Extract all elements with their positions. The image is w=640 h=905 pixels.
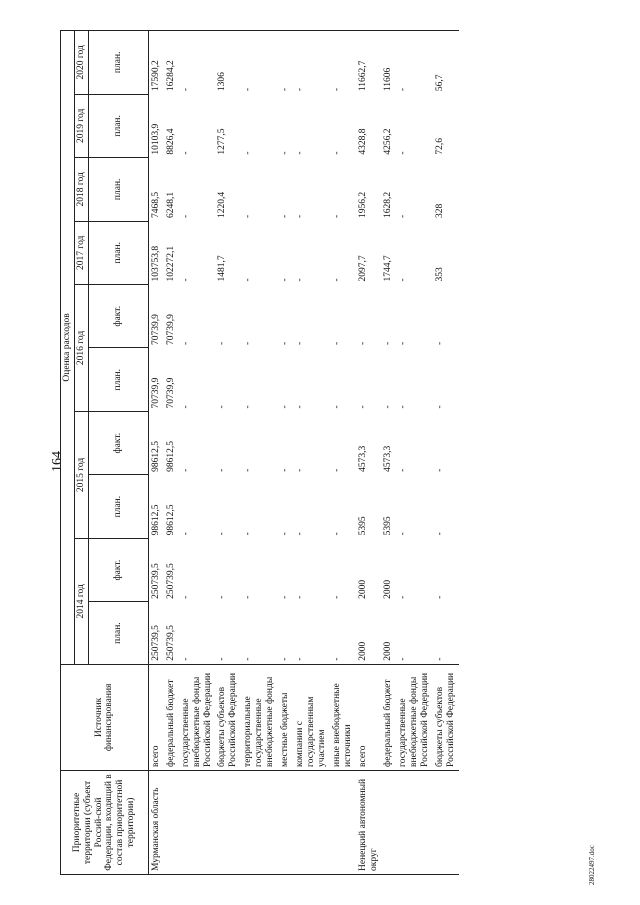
value-cell: - <box>280 595 291 599</box>
value-cell: - <box>280 151 291 155</box>
value-cell: 5395 <box>383 516 394 536</box>
value-cell: - <box>243 214 254 219</box>
value-cell: 72,6 <box>435 137 446 155</box>
value-cell: - <box>243 405 254 409</box>
value-cell: 70739,9 <box>165 377 176 409</box>
value-cell: - <box>294 468 305 472</box>
value-cell: 4573,3 <box>357 445 368 472</box>
value-cell: - <box>294 341 305 345</box>
value-cell: - <box>278 31 293 95</box>
value-cell: - <box>180 468 191 472</box>
table-row <box>164 31 179 875</box>
value-cell: - <box>331 151 342 155</box>
value-cell: - <box>383 405 394 409</box>
header-estimate: Оценка расходов <box>61 31 75 665</box>
header-year-2019: 2019 год <box>74 94 88 157</box>
source-cell: федеральный бюджет <box>381 664 396 770</box>
value-cell: 2000 <box>357 641 368 661</box>
value-cell: 70739,9 <box>150 314 161 345</box>
table-row <box>241 31 278 875</box>
value-cell: 11606 <box>381 31 396 95</box>
header-year-2015: 2015 год <box>74 411 88 538</box>
value-cell: - <box>243 278 254 282</box>
value-cell: - <box>217 405 228 409</box>
value-cell: - <box>243 151 254 155</box>
value-cell: 103753,8 <box>150 245 161 282</box>
value-cell: - <box>331 405 342 409</box>
value-cell: - <box>294 405 305 409</box>
territory-cell <box>215 770 241 874</box>
value-cell: - <box>243 341 254 345</box>
financing-table <box>60 30 459 875</box>
value-cell: 250739,5 <box>165 563 176 599</box>
header-plan: план. <box>88 158 148 221</box>
value-cell: 10103,9 <box>150 123 161 155</box>
value-cell: - <box>280 278 291 282</box>
source-cell: федеральный бюджет <box>164 664 179 770</box>
source-cell: всего <box>148 664 163 770</box>
value-cell: 4328,8 <box>357 128 368 155</box>
header-plan: план. <box>88 31 148 95</box>
header-plan: план. <box>88 221 148 284</box>
document-id: 28022497.doc <box>588 845 596 885</box>
source-cell: всего <box>356 664 382 770</box>
value-cell: - <box>294 278 305 282</box>
value-cell: 328 <box>435 203 446 219</box>
value-cell: - <box>435 341 446 345</box>
value-cell: - <box>217 468 228 472</box>
value-cell: 2000 <box>357 579 368 599</box>
value-cell: - <box>180 151 191 155</box>
value-cell: - <box>280 214 291 219</box>
territory-cell: Ненецкий автономный округ <box>356 770 382 874</box>
value-cell: 2000 <box>383 641 394 661</box>
value-cell: - <box>294 657 305 661</box>
table-row <box>148 31 163 875</box>
value-cell: 56,7 <box>433 31 459 95</box>
territory-cell <box>433 770 459 874</box>
value-cell: - <box>294 151 305 155</box>
value-cell: - <box>357 341 368 345</box>
value-cell: 4573,3 <box>383 445 394 472</box>
value-cell: - <box>293 31 330 95</box>
territory-cell <box>179 770 216 874</box>
value-cell: - <box>243 532 254 536</box>
value-cell: - <box>398 278 409 282</box>
value-cell: - <box>243 468 254 472</box>
value-cell: - <box>243 657 254 661</box>
value-cell: - <box>331 214 342 219</box>
source-cell: компании с государственным участием <box>293 664 330 770</box>
value-cell: - <box>280 468 291 472</box>
value-cell: - <box>383 341 394 345</box>
value-cell: - <box>331 278 342 282</box>
value-cell: 1628,2 <box>383 191 394 219</box>
value-cell: 1220,4 <box>217 191 228 219</box>
value-cell: 6248,1 <box>165 191 176 219</box>
value-cell: 250739,5 <box>165 625 176 661</box>
table-row <box>381 31 396 875</box>
value-cell: 70739,9 <box>165 314 176 345</box>
territory-cell <box>330 770 356 874</box>
value-cell: 17590,2 <box>148 31 163 95</box>
value-cell: - <box>357 405 368 409</box>
value-cell: 7468,5 <box>150 191 161 219</box>
value-cell: - <box>331 532 342 536</box>
value-cell: 1306 <box>215 31 241 95</box>
value-cell: 250739,5 <box>150 625 161 661</box>
value-cell: - <box>294 595 305 599</box>
header-plan: план. <box>88 475 148 538</box>
value-cell: - <box>398 214 409 219</box>
value-cell: - <box>398 341 409 345</box>
table-row <box>396 31 433 875</box>
value-cell: 4256,2 <box>383 128 394 155</box>
territory-cell <box>381 770 396 874</box>
value-cell: - <box>398 657 409 661</box>
value-cell: - <box>398 532 409 536</box>
value-cell: - <box>180 405 191 409</box>
value-cell: - <box>435 405 446 409</box>
value-cell: 98612,5 <box>165 441 176 472</box>
table-row <box>278 31 293 875</box>
value-cell: - <box>243 595 254 599</box>
value-cell: - <box>180 532 191 536</box>
territory-cell <box>293 770 330 874</box>
value-cell: - <box>280 341 291 345</box>
territory-cell <box>278 770 293 874</box>
value-cell: - <box>241 31 278 95</box>
value-cell: - <box>435 468 446 472</box>
value-cell: - <box>179 31 216 95</box>
value-cell: - <box>180 595 191 599</box>
header-fact: факт. <box>88 285 148 348</box>
source-cell: государственные внебюджетные фонды Российской Федерации <box>396 664 433 770</box>
value-cell: - <box>217 657 228 661</box>
header-fact: факт. <box>88 538 148 601</box>
value-cell: - <box>180 214 191 219</box>
territory-cell: Мурманская область <box>148 770 163 874</box>
value-cell: - <box>435 532 446 536</box>
value-cell: 8826,4 <box>165 128 176 155</box>
value-cell: 98612,5 <box>150 441 161 472</box>
table-body <box>148 31 459 875</box>
value-cell: 2097,7 <box>357 255 368 282</box>
table-row <box>215 31 241 875</box>
source-cell: бюджеты субъектов Российской Федерации <box>433 664 459 770</box>
header-year-2014: 2014 год <box>74 538 88 664</box>
header-year-2016: 2016 год <box>74 285 88 412</box>
value-cell: 5395 <box>357 516 368 536</box>
source-cell: местные бюджеты <box>278 664 293 770</box>
value-cell: - <box>396 31 433 95</box>
value-cell: - <box>398 405 409 409</box>
value-cell: 11662,7 <box>356 31 382 95</box>
table-row <box>179 31 216 875</box>
value-cell: - <box>398 468 409 472</box>
territory-cell <box>164 770 179 874</box>
source-cell: бюджеты субъектов Российской Федерации <box>215 664 241 770</box>
value-cell: 1956,2 <box>357 191 368 219</box>
value-cell: - <box>331 468 342 472</box>
header-plan: план. <box>88 94 148 157</box>
source-cell: территориальные государственные внебюджетные фонды <box>241 664 278 770</box>
value-cell: 353 <box>435 267 446 282</box>
source-cell: иные внебюджетные источники <box>330 664 356 770</box>
header-year-2017: 2017 год <box>74 221 88 284</box>
header-fact: факт. <box>88 411 148 474</box>
value-cell: - <box>180 657 191 661</box>
value-cell: - <box>294 532 305 536</box>
value-cell: 102272,1 <box>165 245 176 282</box>
territory-cell <box>396 770 433 874</box>
value-cell: - <box>217 532 228 536</box>
table-row <box>433 31 459 875</box>
value-cell: - <box>180 278 191 282</box>
header-year-2020: 2020 год <box>74 31 88 95</box>
value-cell: - <box>180 341 191 345</box>
value-cell: - <box>217 341 228 345</box>
value-cell: - <box>398 151 409 155</box>
value-cell: 98612,5 <box>165 504 176 536</box>
value-cell: - <box>280 657 291 661</box>
value-cell: - <box>398 595 409 599</box>
source-cell: государственные внебюджетные фонды Российской Федерации <box>179 664 216 770</box>
value-cell: - <box>294 214 305 219</box>
value-cell: 2000 <box>383 579 394 599</box>
value-cell: - <box>330 31 356 95</box>
value-cell: - <box>280 532 291 536</box>
page-number: 164 <box>50 451 65 472</box>
value-cell: 250739,5 <box>150 563 161 599</box>
value-cell: 98612,5 <box>150 504 161 536</box>
value-cell: - <box>280 405 291 409</box>
value-cell: 1277,5 <box>217 128 228 155</box>
header-plan: план. <box>88 348 148 411</box>
value-cell: - <box>331 341 342 345</box>
value-cell: - <box>331 595 342 599</box>
rotated-table-container <box>60 30 580 875</box>
header-territory: Приоритетные территории (субъект Россий-ской Федерации, входящий в состав приоритетной территории) <box>61 770 149 874</box>
header-year-2018: 2018 год <box>74 158 88 221</box>
header-source: Источник финансирования <box>61 664 149 770</box>
value-cell: - <box>435 657 446 661</box>
value-cell: 1744,7 <box>383 255 394 282</box>
value-cell: 16284,2 <box>164 31 179 95</box>
value-cell: - <box>331 657 342 661</box>
table-row <box>330 31 356 875</box>
table-row <box>293 31 330 875</box>
value-cell: - <box>217 595 228 599</box>
territory-cell <box>241 770 278 874</box>
table-row <box>356 31 382 875</box>
value-cell: - <box>435 595 446 599</box>
value-cell: 70739,9 <box>150 377 161 409</box>
header-plan: план. <box>88 602 148 664</box>
value-cell: 1481,7 <box>217 255 228 282</box>
